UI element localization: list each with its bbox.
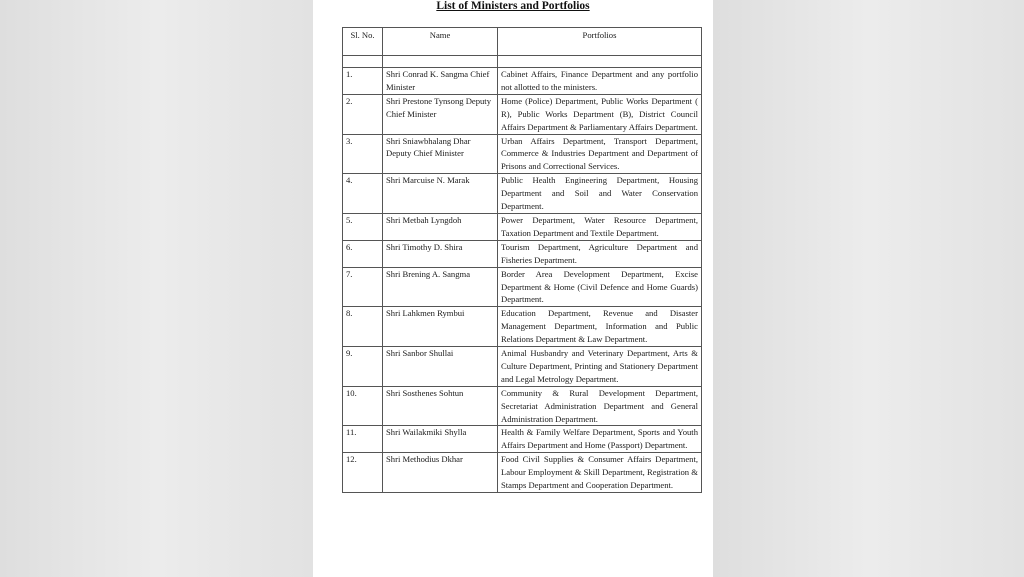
table-row — [343, 240, 702, 267]
cell-portfolios: Tourism Department, Agriculture Department and Fisheries Department. — [498, 240, 702, 267]
cell-portfolios: Education Department, Revenue and Disaster Management Department, Information and Public Relations Department & Law Department. — [498, 307, 702, 347]
table-row — [343, 68, 702, 95]
cell-sl-no: 4. — [343, 174, 383, 214]
table-row — [343, 213, 702, 240]
cell-sl-no: 3. — [343, 134, 383, 174]
cell-name: Shri Conrad K. Sangma Chief Minister — [383, 68, 498, 95]
table-row — [343, 134, 702, 174]
cell-name: Shri Wailakmiki Shylla — [383, 426, 498, 453]
table-row — [343, 307, 702, 347]
cell-sl-no: 7. — [343, 267, 383, 307]
cell-portfolios: Community & Rural Development Department, Secretariat Administration Department and General Administration Department. — [498, 386, 702, 426]
cell-sl-no: 8. — [343, 307, 383, 347]
cell-sl-no: 2. — [343, 94, 383, 134]
cell-name: Shri Methodius Dkhar — [383, 453, 498, 493]
cell-portfolios: Animal Husbandry and Veterinary Department, Arts & Culture Department, Printing and Stationery Department and Legal Metrology Department. — [498, 347, 702, 387]
table-row — [343, 94, 702, 134]
header-portfolios: Portfolios — [498, 28, 702, 56]
cell-portfolios: Power Department, Water Resource Department, Taxation Department and Textile Department. — [498, 213, 702, 240]
cell-sl-no: 9. — [343, 347, 383, 387]
cell-sl-no: 11. — [343, 426, 383, 453]
cell-name: Shri Sanbor Shullai — [383, 347, 498, 387]
cell-name: Shri Lahkmen Rymbui — [383, 307, 498, 347]
cell-name: Shri Brening A. Sangma — [383, 267, 498, 307]
cell-sl-no: 10. — [343, 386, 383, 426]
cell-sl-no: 1. — [343, 68, 383, 95]
document-page — [313, 0, 713, 577]
cell-portfolios: Border Area Development Department, Excise Department & Home (Civil Defence and Home Guards) Department. — [498, 267, 702, 307]
table-header-row — [343, 28, 702, 56]
cell-portfolios: Home (Police) Department, Public Works Department ( R), Public Works Department (B), District Council Affairs Department & Parliamentary Affairs Department. — [498, 94, 702, 134]
cell-sl-no: 5. — [343, 213, 383, 240]
table-row — [343, 267, 702, 307]
cell-name: Shri Timothy D. Shira — [383, 240, 498, 267]
cell-name: Shri Sniawbhalang Dhar Deputy Chief Minister — [383, 134, 498, 174]
table-row — [343, 174, 702, 214]
table-row — [343, 453, 702, 493]
cell-portfolios: Food Civil Supplies & Consumer Affairs Department, Labour Employment & Skill Department, Registration & Stamps Department and Cooperation Department. — [498, 453, 702, 493]
cell-portfolios: Health & Family Welfare Department, Sports and Youth Affairs Department and Home (Passport) Department. — [498, 426, 702, 453]
cell-sl-no: 12. — [343, 453, 383, 493]
cell-name: Shri Prestone Tynsong Deputy Chief Minister — [383, 94, 498, 134]
cell-portfolios: Cabinet Affairs, Finance Department and any portfolio not allotted to the ministers. — [498, 68, 702, 95]
header-sl-no: Sl. No. — [343, 28, 383, 56]
cell-name: Shri Marcuise N. Marak — [383, 174, 498, 214]
left-background — [0, 0, 313, 577]
cell-portfolios: Urban Affairs Department, Transport Department, Commerce & Industries Department and Department of Prisons and Correctional Services. — [498, 134, 702, 174]
table-row — [343, 347, 702, 387]
cell-sl-no: 6. — [343, 240, 383, 267]
header-name: Name — [383, 28, 498, 56]
cell-name: Shri Sosthenes Sohtun — [383, 386, 498, 426]
ministers-table — [342, 27, 702, 493]
document-title: List of Ministers and Portfolios — [436, 0, 590, 12]
table-row — [343, 426, 702, 453]
spacer-row — [343, 56, 702, 68]
cell-name: Shri Metbah Lyngdoh — [383, 213, 498, 240]
table-row — [343, 386, 702, 426]
cell-portfolios: Public Health Engineering Department, Housing Department and Soil and Water Conservation Department. — [498, 174, 702, 214]
right-background — [713, 0, 1024, 577]
